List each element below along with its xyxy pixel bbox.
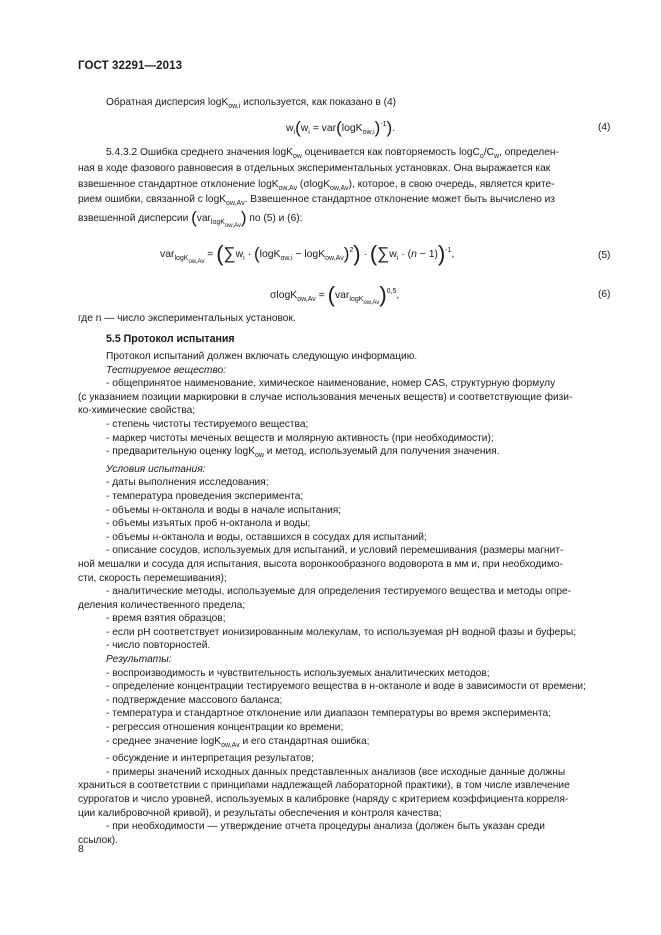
formula-4: $w_i(w_i = var(\log K_{ow,i})^{-1})$. <box>286 118 396 137</box>
protocol-line: - при необходимости — утверждение отчета процедуры анализа (должен быть указан среди <box>106 821 545 833</box>
protocol-line: - объемы н-октанола и воды в начале испытания; <box>106 504 342 516</box>
equation-number-4: (4) <box>598 122 611 133</box>
protocol-line: - подтверждение массового баланса; <box>106 694 283 706</box>
protocol-line: - степень чистоты тестируемого вещества; <box>106 418 309 430</box>
protocol-line: - общепринятое наименование, химическое наименование, номер CAS, структурную формулу <box>106 378 556 390</box>
para-line-2: ная в ходе фазового равновесия в отдельных экспериментальных установках. Она выражается как <box>78 163 551 174</box>
protocol-line: ссылок). <box>78 834 118 846</box>
protocol-line: Тестируемое вещество: <box>106 364 226 376</box>
protocol-line: (с указанием позиции маркировки в случае использования меченых веществ) и соответствующие физи- <box>78 391 573 403</box>
para-line-5: взвешенной дисперсии (var$_{logK_{ow,Av}}$) по (5) и (6): <box>78 208 303 229</box>
protocol-line: - если pH соответствует ионизированным молекулам, то используемая pH водной фазы и буферы; <box>106 626 577 638</box>
formula-5: $var_{logK_{ow,Av}} = (\sum w_i \cdot (\log K_{ow,i} - \log K_{ow,Av})^2) \cdot (\sum w_i \cdot (n - 1))^{-1}$, <box>160 241 455 266</box>
intro-text2: используется, как показано в (4) <box>240 97 397 108</box>
protocol-line: - определение концентрации тестируемого вещества в н-октаноле и воде в зависимости от времени; <box>106 681 586 693</box>
protocol-line: - объемы изъятых проб н-октанола и воды; <box>106 518 311 530</box>
intro-line <box>106 96 396 114</box>
protocol-line: - температура и стандартное отклонение или диапазон температуры во время эксперимента; <box>106 708 552 720</box>
protocol-line: сти, скорость перемешивания); <box>78 572 227 584</box>
section-title: 5.5 Протокол испытания <box>106 333 235 345</box>
equation-number-5: (5) <box>598 250 611 261</box>
protocol-line: - число повторностей. <box>106 640 211 652</box>
para-line-4: рием ошибки, связанной с logK$_{ow,Av}$. Взвешенное стандартное отклонение может быть вычислено из <box>78 194 555 207</box>
protocol-line: - предварительную оценку logK$_{ow}$ и метод, используемый для получения значения. <box>106 446 500 460</box>
intro-text: Обратная дисперсия logK <box>106 97 229 108</box>
intro-sub: ow,i <box>228 103 241 110</box>
where-n-text: где n — число экспериментальных установок. <box>78 313 296 324</box>
protocol-line: деления количественного предела; <box>78 599 246 611</box>
para-line-3: взвешенное стандартное отклонение logK$_{ow,Av}$ (σlogK$_{ow,Av}$), которое, в свою очередь, является крите- <box>78 179 555 192</box>
protocol-line: Результаты: <box>106 654 172 666</box>
protocol-line: ции калибровочной кривой), и результаты обеспечения и контроля качества; <box>78 807 442 819</box>
protocol-line: - описание сосудов, используемых для испытаний, и условий перемешивания (размеры магнит- <box>106 545 564 557</box>
protocol-line: Протокол испытаний должен включать следующую информацию. <box>106 351 418 362</box>
protocol-line: - объемы н-октанола и воды, оставшихся в сосудах для испытаний; <box>106 531 427 543</box>
protocol-line: ко-химические свойства; <box>78 405 196 417</box>
protocol-line: - регрессия отношения концентрации ко времени; <box>106 722 344 734</box>
protocol-line: - аналитические методы, используемые для определения тестируемого вещества и методы опре- <box>106 586 572 598</box>
protocol-line: - температура проведения эксперимента; <box>106 490 304 502</box>
standard-header: ГОСТ 32291—2013 <box>78 60 183 72</box>
protocol-line: Условия испытания: <box>106 463 206 475</box>
protocol-line: - маркер чистоты меченых веществ и молярную активность (при необходимости); <box>106 432 494 444</box>
protocol-line: ной мешалки и сосуда для испытания, высота воронкообразного водоворота в мм и, при необходимо- <box>78 558 563 570</box>
equation-number-6: (6) <box>598 289 611 300</box>
protocol-line: - среднее значение logK$_{ow,Av}$ и его стандартная ошибка; <box>106 735 370 749</box>
protocol-line: - примеры значений исходных данных представленных анализов (все исходные данные должны <box>106 766 566 778</box>
para-line-1: 5.4.3.2 Ошибка среднего значения logK$_{ow}$ оценивается как повторяемость $\log C_o/C_w$, определен- <box>106 147 559 160</box>
protocol-line: суррогатов и число уровней, используемых в калибровке (наряду с критерием коэффициента корреля- <box>78 794 569 805</box>
protocol-line: - воспроизводимость и чувствительность используемых аналитических методов; <box>106 667 490 679</box>
protocol-line: - время взятия образцов; <box>106 613 226 625</box>
page-number: 8 <box>78 843 84 855</box>
protocol-line: - обсуждение и интерпретация результатов; <box>106 753 314 765</box>
protocol-line: - даты выполнения исследования; <box>106 477 269 489</box>
protocol-line: храниться в соответствии с принципами надлежащей лабораторной практики), в том числе извлечение <box>78 780 570 792</box>
protocol-list <box>78 350 612 847</box>
formula-6: $\sigma\log K_{ow,Av} = (var_{logK_{ow,Av}})^{0,5}$, <box>270 282 400 307</box>
